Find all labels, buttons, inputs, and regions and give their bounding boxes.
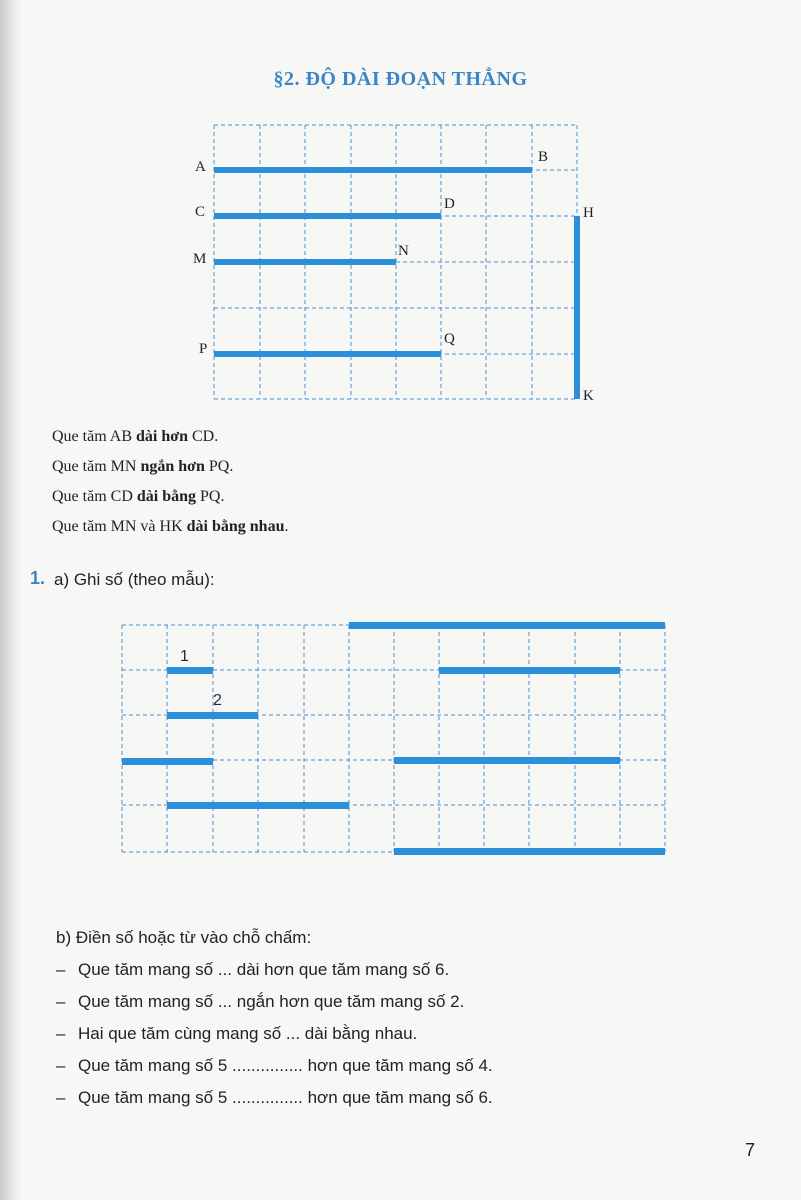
point-label-Q: Q [444, 331, 455, 347]
statement-3: Que tăm CD dài bằng PQ. [52, 488, 225, 505]
stick-6 [439, 667, 620, 674]
figure-sticks-grid [0, 600, 801, 870]
statement-4: Que tăm MN và HK dài bằng nhau. [52, 518, 289, 535]
stick-1 [167, 667, 213, 674]
point-label-N: N [398, 243, 409, 259]
fill-item-2: – Que tăm mang số ... ngắn hơn que tăm mang số 2. [56, 992, 465, 1011]
stick-PQ [214, 351, 441, 357]
point-label-C: C [195, 204, 206, 220]
stick-HK [574, 216, 580, 399]
fill-item-5: – Que tăm mang số 5 ............... hơn que tăm mang số 6. [56, 1088, 493, 1107]
page-title: §2. ĐỘ DÀI ĐOẠN THẲNG [273, 68, 528, 90]
point-label-B: B [538, 149, 549, 165]
exercise-part-a: a) Ghi số (theo mẫu): [54, 570, 215, 589]
stick-MN [214, 259, 396, 265]
stick-7 [394, 757, 620, 764]
page-number: 7 [745, 1140, 756, 1160]
point-label-P: P [199, 341, 208, 357]
stick-2 [167, 712, 258, 719]
figure-segments-grid [0, 0, 801, 420]
stick-number-1: 1 [180, 648, 189, 665]
stick-CD [214, 213, 441, 219]
point-label-H: H [583, 205, 594, 221]
statement-1: Que tăm AB dài hơn CD. [52, 428, 219, 445]
exercise-part-b: b) Điền số hoặc từ vào chỗ chấm: [56, 928, 312, 947]
point-label-M: M [193, 251, 207, 267]
stick-AB [214, 167, 532, 173]
fill-item-1: – Que tăm mang số ... dài hơn que tăm mang số 6. [56, 960, 450, 979]
grid-lines-2 [122, 625, 665, 852]
stick-5 [349, 622, 665, 629]
fill-item-3: – Hai que tăm cùng mang số ... dài bằng nhau. [56, 1024, 418, 1043]
statement-2: Que tăm MN ngắn hơn PQ. [52, 458, 234, 475]
stick-3 [122, 758, 213, 765]
exercise-number: 1. [30, 568, 46, 588]
point-label-A: A [195, 159, 206, 175]
stick-number-2: 2 [213, 692, 222, 709]
fill-item-4: – Que tăm mang số 5 ............... hơn que tăm mang số 4. [56, 1056, 493, 1075]
point-label-K: K [583, 388, 594, 404]
point-label-D: D [444, 196, 455, 212]
stick-4 [167, 802, 349, 809]
stick-8 [394, 848, 665, 855]
